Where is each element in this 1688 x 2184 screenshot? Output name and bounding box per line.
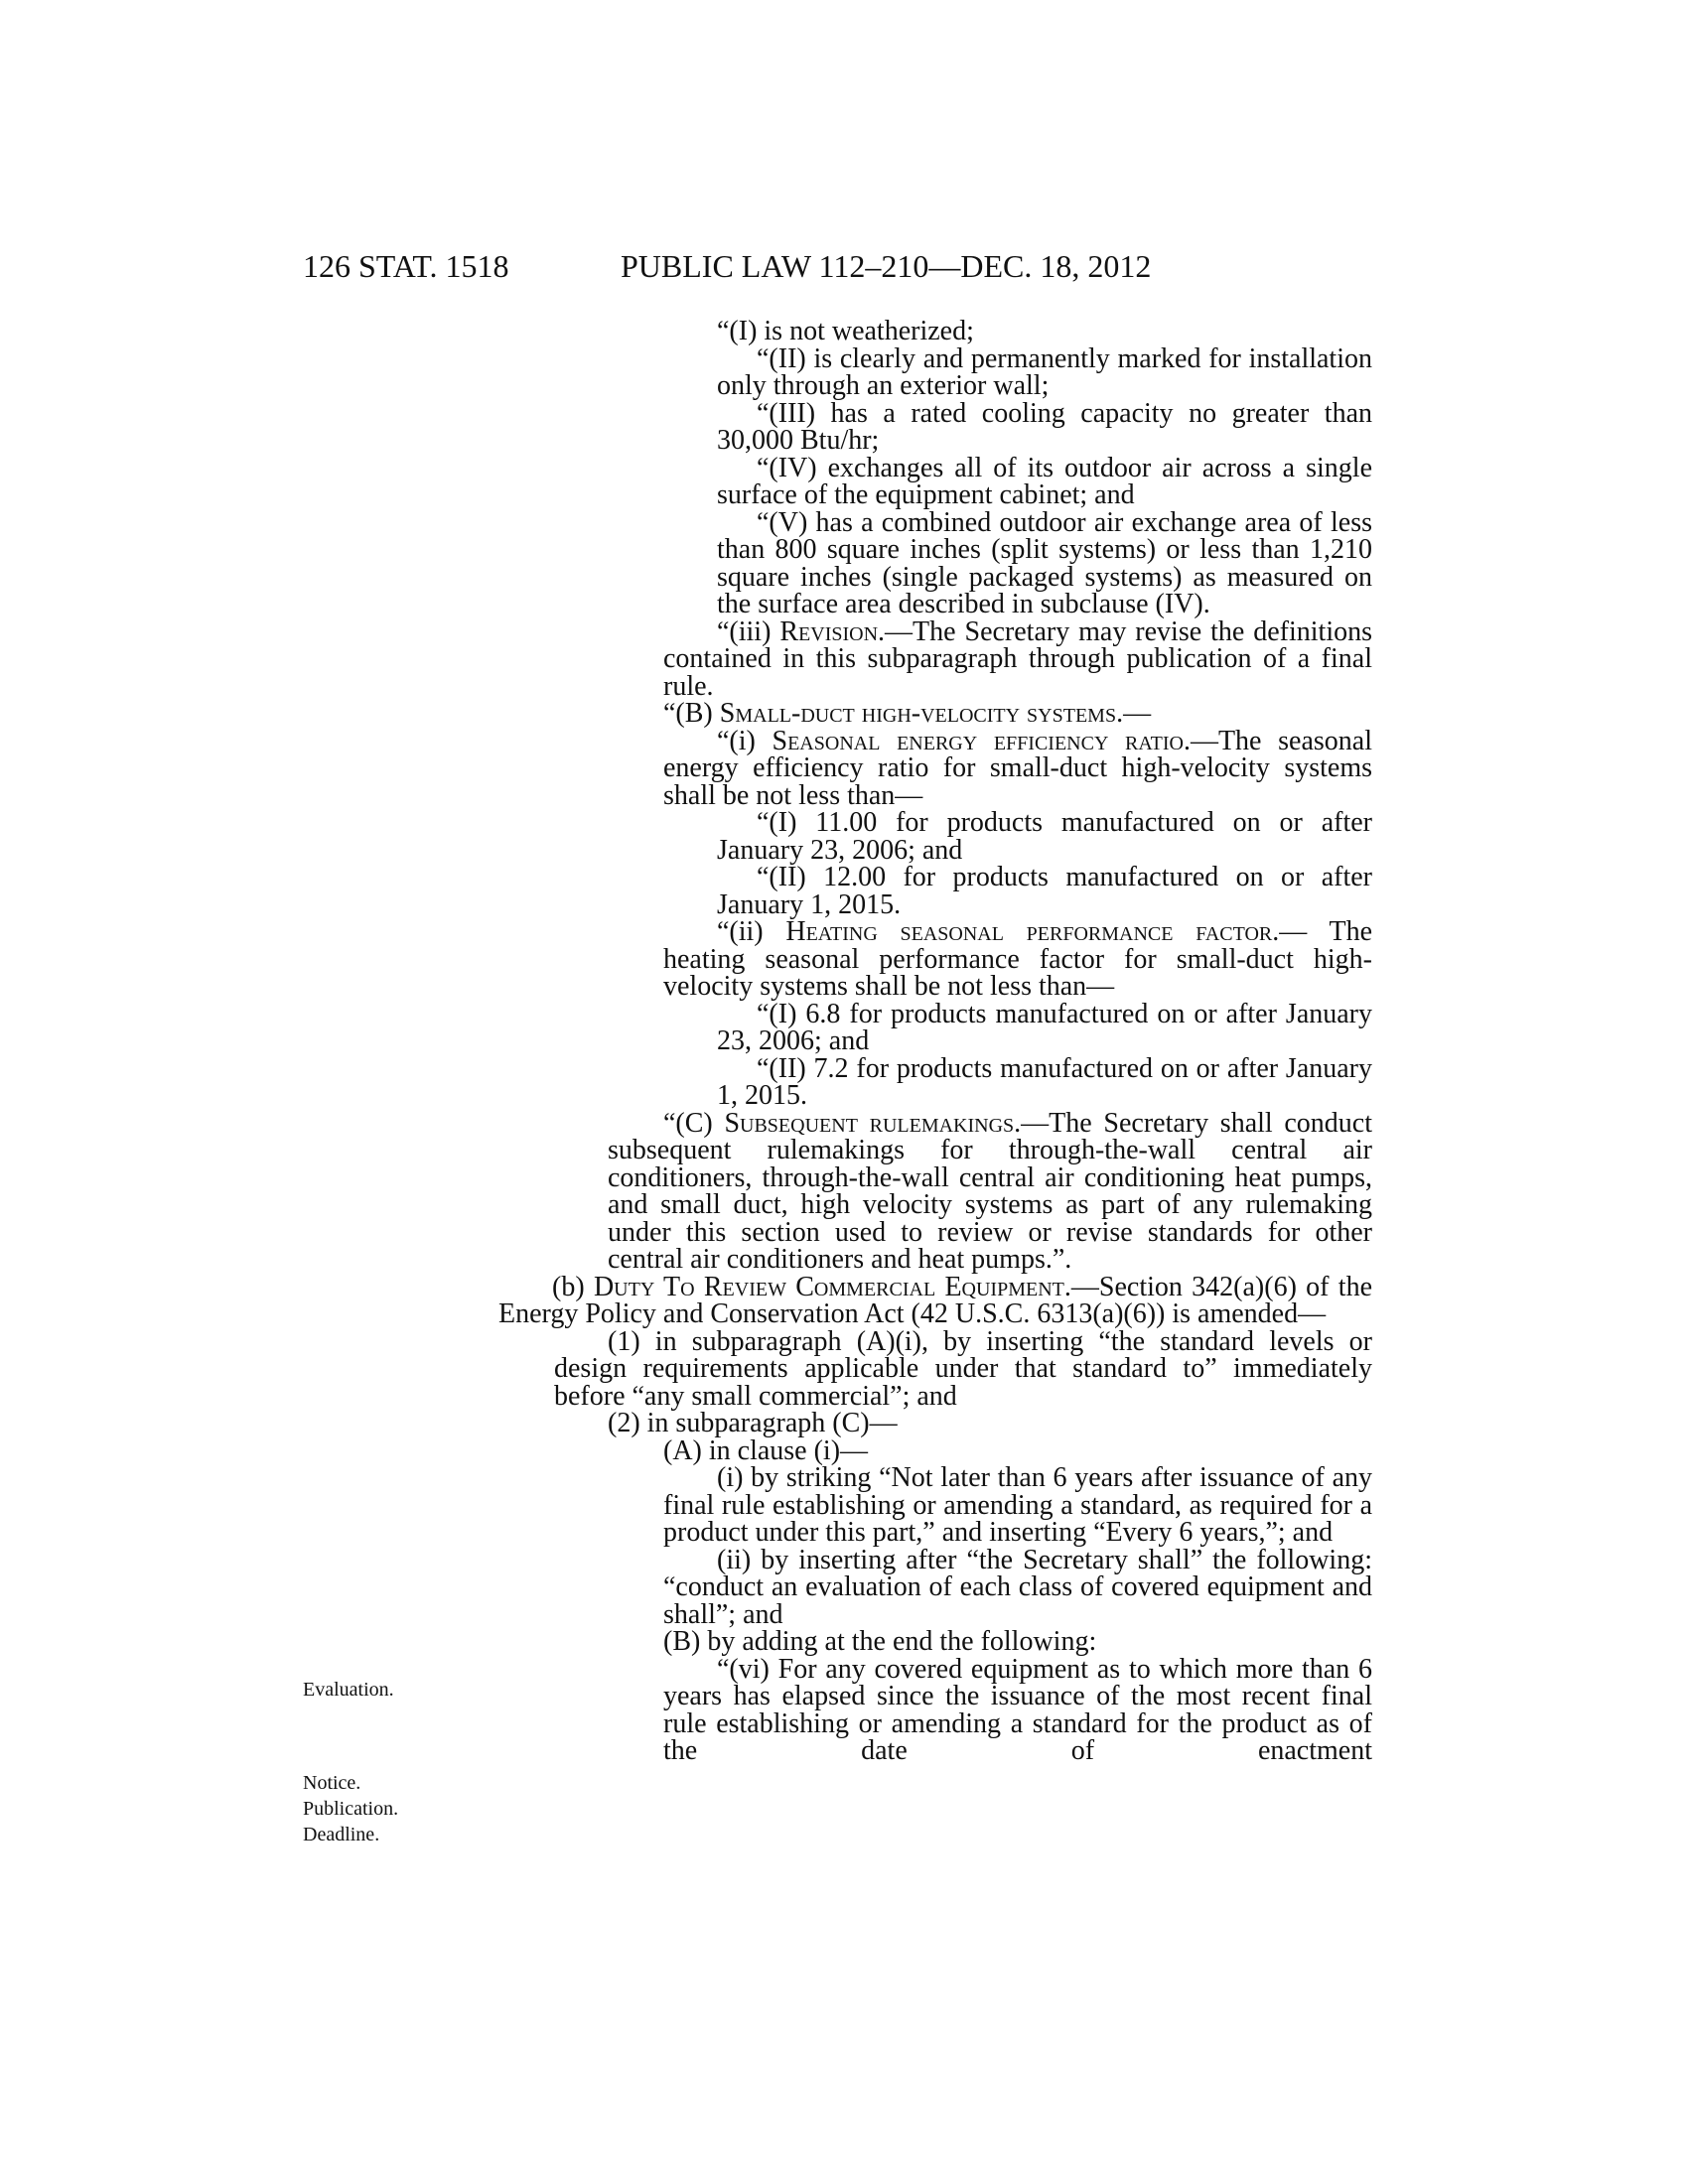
subparagraph-c-rest: .—The Secretary shall conduct subsequent rulemakings for through-the-wall central air conditioners, through-the-wall central air conditioning heat pumps, and small duct, high velocity systems as part of any rulemaking under this section used to review or revise standards for other central air conditioners and heat pumps.”.	[608, 1107, 1373, 1275]
subparagraph-c-caption: Subsequent rulemakings	[724, 1107, 1015, 1139]
subparagraph-c-rulemakings	[608, 1107, 1373, 1275]
hspf-subclause-i: “(I) 6.8 for products manufactured on or after January 23, 2006; and	[717, 998, 1372, 1056]
clause-ii-hspf	[663, 918, 1372, 1001]
subparagraph-b-rest: .—	[1116, 698, 1152, 729]
hspf-subclause-ii: “(II) 7.2 for products manufactured on or after January 1, 2015.	[717, 1052, 1372, 1111]
subsection-b-rest: .—Section 342(a)(6) of the Energy Policy and Conservation Act (42 U.S.C. 6313(a)(6)) is amended—	[498, 1271, 1372, 1329]
clause-i-striking: (i) by striking “Not later than 6 years after issuance of any final rule establishing or amending a standard, as required for a product under this part,” and inserting “Every 6 years,”; and	[663, 1462, 1372, 1548]
clause-ii-caption: Heating seasonal performance factor	[785, 916, 1273, 947]
paragraph-1: (1) in subparagraph (A)(i), by inserting “the standard levels or design requirements applicable under that standard to” immediately before “any small commercial”; and	[554, 1325, 1372, 1412]
margin-note-notice: Notice.	[303, 1772, 361, 1794]
subsection-b-lead: (b)	[552, 1271, 594, 1302]
clause-iii-caption: Revision	[779, 615, 879, 647]
clause-i-seer	[663, 725, 1372, 811]
subclause-i: “(I) is not weatherized;	[717, 316, 974, 346]
subclause-iv: “(IV) exchanges all of its outdoor air across a single surface of the equipment cabinet; and	[717, 452, 1372, 510]
subparagraph-b-heading	[663, 700, 1372, 728]
seer-subclause-i: “(I) 11.00 for products manufactured on or after January 23, 2006; and	[717, 807, 1372, 866]
running-head-stat: 126 STAT. 1518	[303, 248, 509, 284]
clause-iii-rest: .—The Secretary may revise the definitions contained in this subparagraph through publication of a final rule.	[663, 615, 1372, 702]
subclause-ii: “(II) is clearly and permanently marked for installation only through an exterior wall;	[717, 342, 1372, 401]
seer-subclause-ii: “(II) 12.00 for products manufactured on or after January 1, 2015.	[717, 862, 1372, 920]
subparagraph-b-lead: “(B)	[663, 698, 720, 729]
clause-ii-rest: .— The heating seasonal performance factor for small-duct high-velocity systems shall be not less than—	[663, 916, 1373, 1002]
subparagraph-b-adding: (B) by adding at the end the following:	[663, 1626, 1097, 1657]
clause-ii-inserting: (ii) by inserting after “the Secretary shall” the following: “conduct an evaluation of each class of covered equipment and shall”; and	[663, 1544, 1372, 1630]
subparagraph-c-lead: “(C)	[663, 1107, 725, 1139]
subparagraph-a: (A) in clause (i)—	[663, 1434, 869, 1466]
clause-i-rest: .—The seasonal energy efficiency ratio for small-duct high-velocity systems shall be not less than—	[663, 725, 1372, 811]
law-text	[0, 318, 1688, 1765]
clause-iii-revision	[663, 615, 1372, 702]
margin-note-publication: Publication.	[303, 1798, 399, 1820]
margin-note-evaluation: Evaluation.	[303, 1679, 394, 1701]
clause-ii-lead: “(ii)	[717, 916, 786, 947]
subclause-iii: “(III) has a rated cooling capacity no greater than 30,000 Btu/hr;	[717, 397, 1372, 456]
margin-note-deadline: Deadline.	[303, 1824, 380, 1845]
subparagraph-b-caption: Small-duct high-velocity systems	[719, 698, 1117, 729]
subsection-b-duty	[498, 1271, 1372, 1329]
subsection-b-caption: Duty To Review Commercial Equipment	[593, 1271, 1064, 1302]
clause-vi: “(vi) For any covered equipment as to which more than 6 years has elapsed since the issuance of the most recent final rule establishing or amending a standard for the product as of the date of enactment	[663, 1653, 1372, 1766]
paragraph-2: (2) in subparagraph (C)—	[608, 1408, 898, 1438]
running-head-title: PUBLIC LAW 112–210—DEC. 18, 2012	[621, 248, 1152, 284]
clause-i-caption: Seasonal energy efficiency ratio	[772, 725, 1184, 756]
clause-i-lead: “(i)	[717, 725, 773, 756]
clause-iii-lead: “(iii)	[717, 615, 780, 647]
subclause-v: “(V) has a combined outdoor air exchange area of less than 800 square inches (split systems) or less than 1,210 square inches (single packaged systems) as measured on the surface area described in subclause (IV).	[717, 506, 1372, 619]
